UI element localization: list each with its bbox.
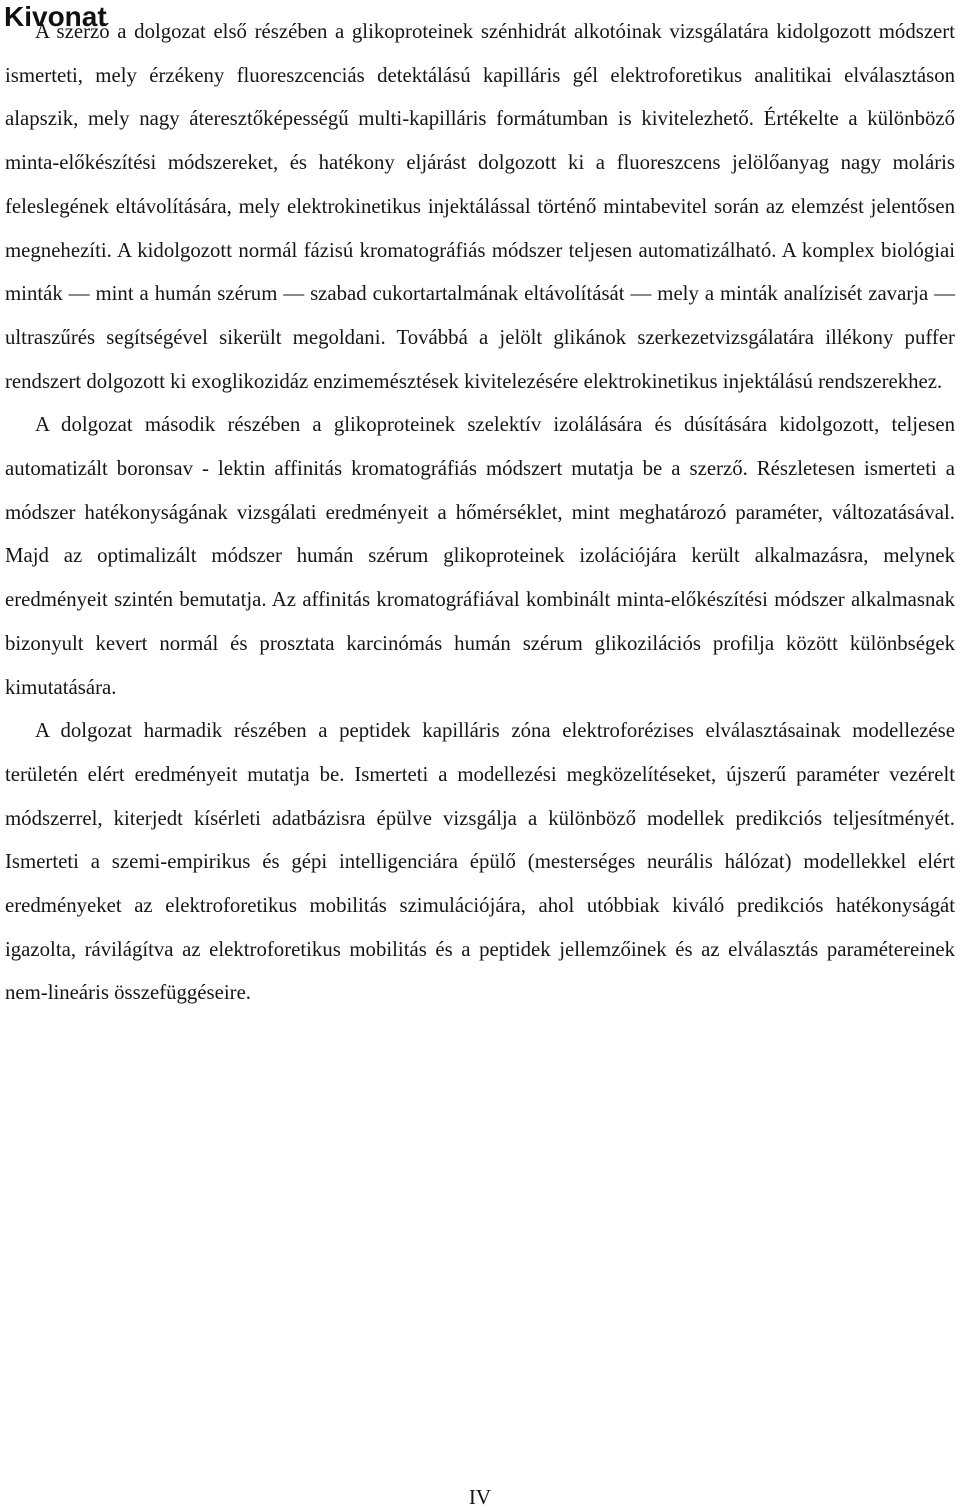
abstract-body xyxy=(5,10,955,1015)
page-title: Kivonat xyxy=(4,1,107,32)
paragraph-1: A szerző a dolgozat első részében a glikoproteinek szénhidrát alkotóinak vizsgálatára kidolgozott módszert ismerteti, mely érzékeny fluoreszcenciás detektálású kapilláris gél elektroforetikus analitikai elválasztáson alapszik, mely nagy áteresztőképességű multi-kapilláris formátumban is kivitelezhető. Értékelte a különböző minta-előkészítési módszereket, és hatékony eljárást dolgozott ki a fluoreszcens jelölőanyag nagy moláris feleslegének eltávolítására, mely elektrokinetikus injektálással történő mintabevitel során az elemzést jelentősen megnehezíti. A kidolgozott normál fázisú kromatográfiás módszer teljesen automatizálható. A komplex biológiai minták — mint a humán szérum — szabad cukortartalmának eltávolítását — mely a minták analízisét zavarja — ultraszűrés segítségével sikerült megoldani. Továbbá a jelölt glikánok szerkezetvizsgálatára illékony puffer rendszert dolgozott ki exoglikozidáz enzimemésztések kivitelezésére elektrokinetikus injektálású rendszerekhez. xyxy=(5,20,955,393)
paragraph-3: A dolgozat harmadik részében a peptidek kapilláris zóna elektroforézises elválasztásainak modellezése területén elért eredményeit mutatja be. Ismerteti a modellezési megközelítéseket, újszerű paraméter vezérelt módszerrel, kiterjedt kísérleti adatbázisra épülve vizsgálja a különböző modellek predikciós teljesítményét. Ismerteti a szemi-empirikus és gépi intelligenciára épülő (mesterséges neurális hálózat) modellekkel elért eredményeket az elektroforetikus mobilitás szimulációjára, ahol utóbbiak kiváló predikciós hatékonyságát igazolta, rávilágítva az elektroforetikus mobilitás és a peptidek jellemzőinek és az elválasztás paramétereinek nem-lineáris összefüggéseire. xyxy=(5,719,955,1005)
paragraph-2: A dolgozat második részében a glikoproteinek szelektív izolálására és dúsítására kidolgozott, teljesen automatizált boronsav - lektin affinitás kromatográfiás módszert mutatja be a szerző. Részletesen ismerteti a módszer hatékonyságának vizsgálati eredményeit a hőmérséklet, mint meghatározó paraméter, változatásával. Majd az optimalizált módszer humán szérum glikoproteinek izolációjára került alkalmazásra, melynek eredményeit szintén bemutatja. Az affinitás kromatográfiával kombinált minta-előkészítési módszer alkalmasnak bizonyult kevert normál és prosztata karcinómás humán szérum glikozilációs profilja között különbségek kimutatására. xyxy=(5,413,955,699)
page-number: IV xyxy=(468,1485,492,1509)
